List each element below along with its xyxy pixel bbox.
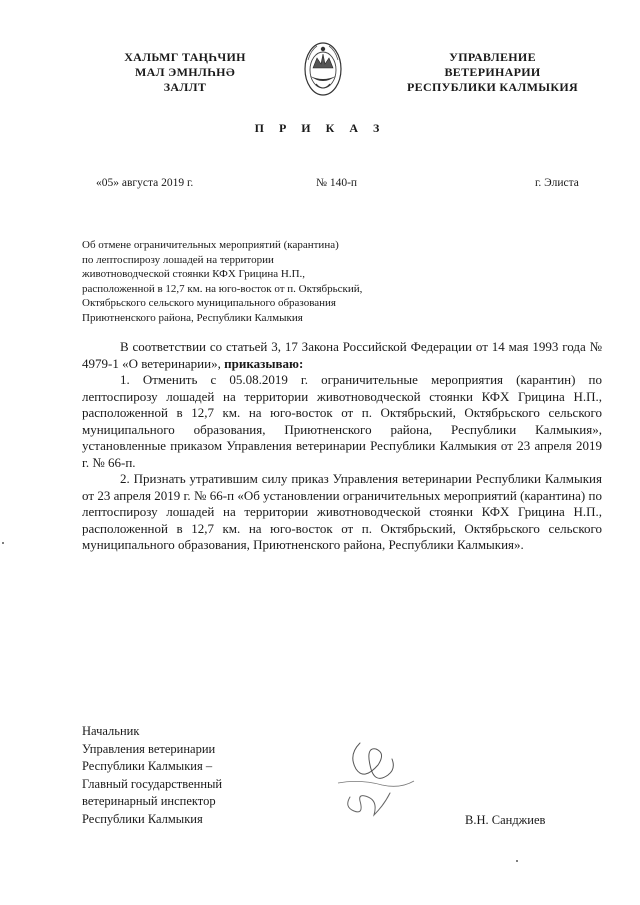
- header-left-line: МАЛ ЭМНЛҺНӘ: [135, 65, 235, 79]
- order-number: № 140-п: [316, 177, 358, 189]
- scan-speck: [2, 542, 4, 544]
- order-date: «05» августа 2019 г.: [96, 177, 194, 189]
- subject-line: Об отмене ограничительных мероприятий (карантина): [82, 239, 339, 251]
- header-left-line: ЗАЛЛТ: [163, 80, 207, 94]
- subject-line: расположенной в 12,7 км. на юго-восток от п. Октябрьский,: [82, 282, 363, 295]
- subject-line: животноводческой стоянки КФХ Грицина Н.П.,: [82, 268, 306, 281]
- coat-of-arms-icon: [303, 40, 343, 98]
- scan-speck: [516, 860, 518, 862]
- subject-line: Октябрьского сельского муниципального образования: [82, 297, 336, 310]
- intro-paragraph: [82, 339, 602, 372]
- header-left-line: ХАЛЬМГ ТАҢҺЧИН: [124, 50, 246, 64]
- signatory-title: [82, 723, 282, 828]
- order-item-2: 2. Признать утратившим силу приказ Управления ветеринарии Республики Калмыкия от 23 апреля 2019 г. № 66-п «Об установлении ограничительных мероприятий (карантина) по лептоспирозу лошадей на территории животноводческой стоянки КФХ Грицина Н.П., расположенной в 12,7 км. на юго-восток от п. Октябрьский, Октябрьского сельского муниципального образования, Приютненского района, Республики Калмыкия».: [82, 471, 602, 552]
- header-right-line: УПРАВЛЕНИЕ: [449, 50, 536, 64]
- order-city: г. Элиста: [535, 177, 579, 189]
- header-right-org: [400, 50, 585, 95]
- signatory-line: ветеринарный инспектор: [82, 794, 216, 808]
- document-title: П Р И К А З: [254, 121, 386, 135]
- header-right-line: РЕСПУБЛИКИ КАЛМЫКИЯ: [407, 80, 578, 94]
- signatory-line: Республики Калмыкия: [82, 811, 203, 826]
- intro-text: В соответствии со статьей 3, 17 Закона Российской Федерации от 14 мая 1993 года № 4979-1 «О ветеринарии»,: [82, 339, 602, 371]
- signer-name: В.Н. Санджиев: [465, 813, 546, 827]
- signatory-line: Главный государственный: [82, 776, 223, 791]
- subject-line: Приютненского района, Республики Калмыкия: [82, 311, 303, 324]
- signatory-line: Начальник: [82, 724, 140, 738]
- order-body: [82, 339, 602, 554]
- header-left-org: [110, 50, 260, 95]
- signatory-line: Республики Калмыкия –: [82, 759, 213, 773]
- intro-directive: приказываю:: [224, 355, 304, 371]
- order-item-1: 1. Отменить с 05.08.2019 г. ограничительные мероприятия (карантин) по лептоспирозу лошадей на территории животноводческой стоянки КФХ Грицина Н.П., расположенной в 12,7 км. на юго-восток от п. Октябрьский, Октябрьского сельского муниципального образования, Приютненского района, Республики Калмыкия», установленные приказом Управления ветеринарии Республики Калмыкия от 23 апреля 2019 г. № 66-п.: [82, 372, 602, 470]
- header-right-line: ВЕТЕРИНАРИИ: [444, 65, 541, 79]
- signatory-line: Управления ветеринарии: [82, 741, 216, 756]
- handwritten-signature: [330, 735, 425, 825]
- order-subject: [82, 238, 422, 326]
- subject-line: по лептоспирозу лошадей на территории: [82, 253, 274, 266]
